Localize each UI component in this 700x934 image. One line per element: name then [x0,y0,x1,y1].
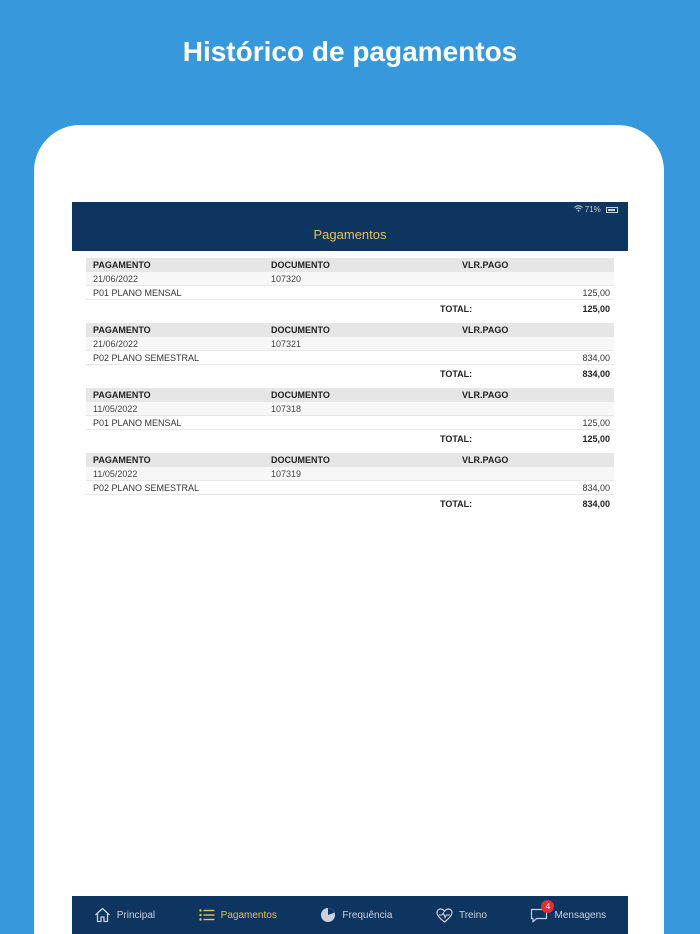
total-label: TOTAL: [440,368,473,379]
col-vlr-pago: VLR.PAGO [462,390,509,400]
total-label: TOTAL: [440,303,473,314]
tab-principal[interactable] [94,907,155,923]
tab-mensagens[interactable] [530,901,607,923]
payment-info-row [86,337,614,350]
payment-header-row [86,323,614,337]
payment-block [86,453,614,512]
total-value: 125,00 [582,303,610,314]
payment-item: P01 PLANO MENSAL [93,287,182,298]
payment-item-value: 125,00 [582,417,610,428]
header-title: Pagamentos [313,227,387,242]
payments-list [72,251,628,512]
payment-item-row [86,285,614,300]
payment-item-value: 834,00 [582,482,610,493]
payment-info-row [86,402,614,415]
payment-info-row [86,467,614,480]
payment-item-value: 125,00 [582,287,610,298]
battery-icon [606,207,618,213]
payment-total-row [86,495,614,512]
payment-item-row [86,350,614,365]
payment-block [86,323,614,382]
payment-document: 107319 [271,468,302,479]
payment-document: 107321 [271,338,302,349]
payment-total-row [86,365,614,382]
payment-total-row [86,430,614,447]
tab-pagamentos[interactable] [199,909,277,921]
tab-frequencia[interactable] [320,907,392,923]
heart-pulse-icon [436,908,453,923]
payment-total-row [86,300,614,317]
col-documento: DOCUMENTO [271,260,330,270]
payment-item: P02 PLANO SEMESTRAL [93,482,200,493]
tab-bar [72,896,628,934]
col-pagamento: PAGAMENTO [93,325,151,335]
col-documento: DOCUMENTO [271,455,330,465]
payment-item: P01 PLANO MENSAL [93,417,182,428]
payment-document: 107318 [271,403,302,414]
payment-info-row [86,272,614,285]
payment-date: 11/05/2022 [93,468,138,479]
col-documento: DOCUMENTO [271,390,330,400]
promo-title: Histórico de pagamentos [182,36,518,67]
col-documento: DOCUMENTO [271,325,330,335]
wifi-icon [574,205,585,214]
col-vlr-pago: VLR.PAGO [462,260,509,270]
payment-block [86,388,614,447]
payment-document: 107320 [271,273,302,284]
payment-date: 21/06/2022 [93,338,139,349]
tab-treino[interactable] [436,908,487,923]
tab-label: Treino [458,909,487,921]
col-pagamento: PAGAMENTO [93,455,151,465]
payment-item-value: 834,00 [582,352,610,363]
payment-header-row [86,388,614,402]
col-pagamento: PAGAMENTO [93,390,151,400]
total-label: TOTAL: [440,433,473,444]
total-label: TOTAL: [440,498,473,509]
col-vlr-pago: VLR.PAGO [462,325,509,335]
payment-item-row [86,480,614,495]
col-pagamento: PAGAMENTO [93,260,151,270]
col-vlr-pago: VLR.PAGO [462,455,509,465]
total-value: 834,00 [582,498,610,509]
pie-chart-icon [320,907,336,923]
tab-label: Frequência [342,909,393,921]
payment-date: 21/06/2022 [93,273,139,284]
payment-block [86,258,614,317]
app-header [72,202,628,251]
status-bar [574,205,618,214]
tab-label: Principal [116,909,156,921]
payment-header-row [86,258,614,272]
total-value: 125,00 [582,433,610,444]
message-badge: 4 [541,900,554,913]
app-screen [72,202,628,934]
payment-date: 11/05/2022 [93,403,138,414]
payment-header-row [86,453,614,467]
battery-percent: 71% [584,205,601,214]
payment-item-row [86,415,614,430]
total-value: 834,00 [582,368,610,379]
list-icon [199,909,215,921]
payment-item: P02 PLANO SEMESTRAL [93,352,200,363]
tab-label: Pagamentos [220,909,277,921]
home-icon [94,907,111,923]
tab-label: Mensagens [554,909,607,921]
